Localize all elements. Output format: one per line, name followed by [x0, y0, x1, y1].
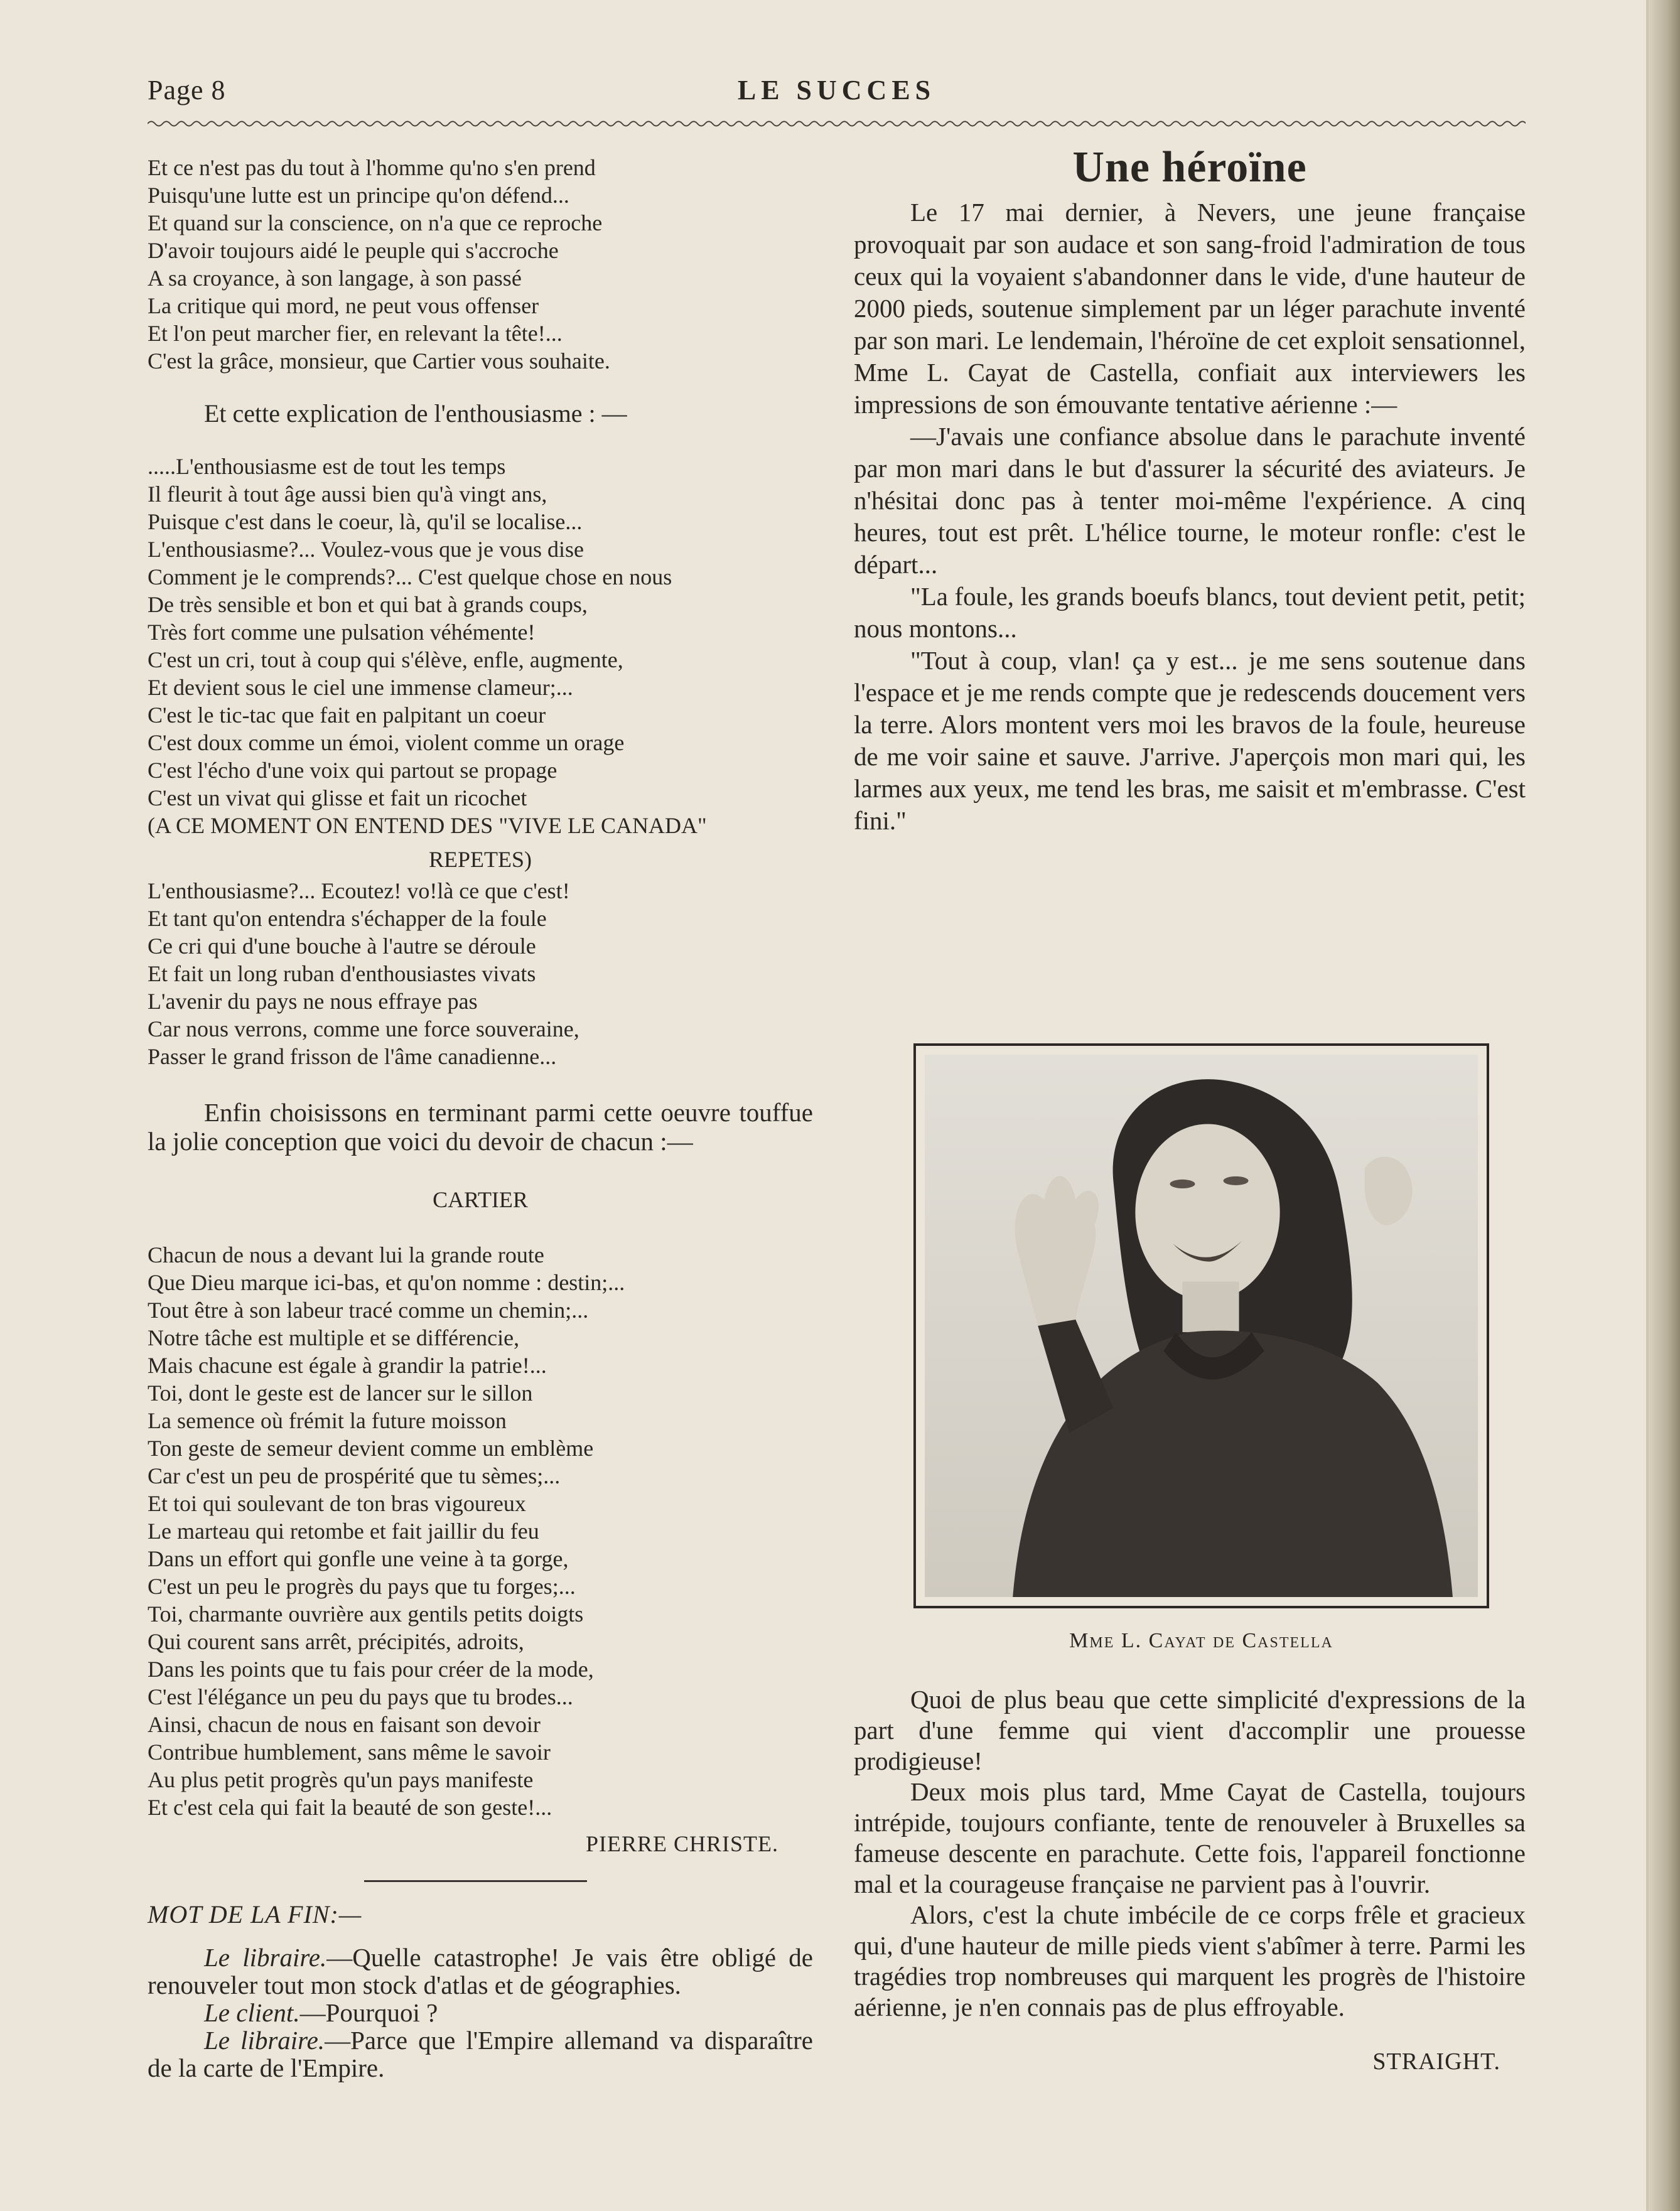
- verse-line: Et c'est cela qui fait la beauté de son geste!...: [148, 1795, 552, 1820]
- verse-line: Dans un effort qui gonfle une veine à ta gorge,: [148, 1546, 569, 1571]
- article-signature: STRAIGHT.: [1372, 2048, 1500, 2075]
- verse-line: Chacun de nous a devant lui la grande route: [148, 1242, 544, 1267]
- caption-text: Mme L. Cayat de Castella: [1069, 1629, 1333, 1652]
- verse-line: Puisqu'une lutte est un principe qu'on défend...: [148, 183, 569, 208]
- dialog-block: [148, 1944, 813, 2082]
- enfin-paragraph: Enfin choisissons en terminant parmi cette oeuvre touffue la jolie conception que voici du devoir de chacun :—: [148, 1098, 813, 1156]
- verse-block-2: [148, 453, 813, 1070]
- mot-de-la-fin-heading: MOT DE LA FIN:—: [148, 1900, 362, 1929]
- binding-shadow: [1649, 0, 1680, 2211]
- verse-line: Au plus petit progrès qu'un pays manifeste: [148, 1767, 534, 1792]
- article-paragraph: Le 17 mai dernier, à Nevers, une jeune française provoquait par son audace et son sang-froid l'admiration de tous ceux qui la voyaient s'abandonner dans le vide, d'une hauteur de 2000 pieds, soutenue simplement par un léger parachute inventé par son mari. Le lendemain, l'héroïne de cet exploit sensationnel, Mme L. Cayat de Castella, confiait aux interviewers les impressions de son émouvante tentative aérienne :—: [854, 198, 1526, 419]
- dialog-speaker: Le libraire.: [204, 2026, 325, 2055]
- page-header: [148, 74, 1526, 118]
- right-column: [854, 143, 1526, 837]
- article-paragraph: "Tout à coup, vlan! ça y est... je me sens soutenue dans l'espace et je me rends compte que je redescends doucement vers la terre. Alors montent vers moi les bravos de la foule, heureuse de me voir saine et sauve. J'arrive. J'aperçois mon mari qui, les larmes aux yeux, me tend les bras, me saisit et m'embrasse. C'est fini.": [854, 646, 1526, 835]
- verse-block-cartier: [148, 1241, 813, 1821]
- dialog-line: [148, 1999, 813, 2026]
- page-number: Page 8: [148, 75, 226, 105]
- verse-line: Et quand sur la conscience, on n'a que ce reproche: [148, 210, 603, 235]
- verse-line: Ce cri qui d'une bouche à l'autre se déroule: [148, 933, 536, 959]
- dialog-text: —Quelle catastrophe! Je vais être obligé de renouveler tout mon stock d'atlas et de géographies.: [148, 1943, 813, 1999]
- portrait-illustration: [925, 1055, 1478, 1597]
- verse-line: La semence où frémit la future moisson: [148, 1408, 507, 1433]
- verse-line: Tout être à son labeur tracé comme un chemin;...: [148, 1298, 589, 1323]
- verse-line: L'enthousiasme?... Ecoutez! vo!là ce que c'est!: [148, 878, 570, 903]
- verse-line: Très fort comme une pulsation véhémente!: [148, 620, 536, 645]
- publication-title: LE SUCCES: [737, 75, 936, 105]
- verse-line: De très sensible et bon et qui bat à grands coups,: [148, 592, 588, 617]
- article-paragraph: —J'avais une confiance absolue dans le parachute inventé par mon mari dans le but d'assurer la sécurité des aviateurs. Je n'hésitai donc pas à tenter moi-même l'expérience. A cinq heures, tout est prêt. L'hélice tourne, le moteur ronfle: c'est le départ...: [854, 422, 1526, 579]
- verse-line: C'est le tic-tac que fait en palpitant un coeur: [148, 702, 546, 728]
- dialog-line: [148, 2026, 813, 2082]
- verse-line: Et toi qui soulevant de ton bras vigoureux: [148, 1491, 526, 1516]
- dialog-text: —Parce que l'Empire allemand va disparaître de la carte de l'Empire.: [148, 2026, 813, 2082]
- verse-block-1: [148, 154, 813, 375]
- verse-line: C'est un vivat qui glisse et fait un ricochet: [148, 785, 527, 810]
- verse-line: Ainsi, chacun de nous en faisant son devoir: [148, 1712, 541, 1737]
- article-paragraph: "La foule, les grands boeufs blancs, tout devient petit, petit; nous montons...: [854, 582, 1526, 643]
- author-signature: PIERRE CHRISTE.: [585, 1831, 778, 1856]
- verse-line: Car c'est un peu de prospérité que tu sèmes;...: [148, 1463, 561, 1488]
- verse-line-repetes: REPETES): [428, 847, 532, 872]
- verse-line: Et tant qu'on entendra s'échapper de la foule: [148, 906, 547, 931]
- verse-line: La critique qui mord, ne peut vous offenser: [148, 293, 539, 318]
- verse-line: Puisque c'est dans le coeur, là, qu'il se localise...: [148, 509, 583, 534]
- verse-line: C'est un peu le progrès du pays que tu forges;...: [148, 1574, 576, 1599]
- verse-line: Car nous verrons, comme une force souveraine,: [148, 1016, 579, 1041]
- verse-line: C'est doux comme un émoi, violent comme un orage: [148, 730, 625, 755]
- verse-line: Dans les points que tu fais pour créer de la mode,: [148, 1657, 594, 1682]
- binding-edge: [1646, 0, 1649, 2211]
- dialog-speaker: Le libraire.: [204, 1943, 327, 1972]
- dialog-text: —Pourquoi ?: [299, 1998, 438, 2027]
- verse-line: Toi, dont le geste est de lancer sur le sillon: [148, 1380, 533, 1406]
- verse-line: C'est un cri, tout à coup qui s'élève, enfle, augmente,: [148, 647, 623, 672]
- verse-line: Passer le grand frisson de l'âme canadienne...: [148, 1044, 557, 1069]
- verse-line: C'est la grâce, monsieur, que Cartier vous souhaite.: [148, 348, 610, 374]
- verse-line: C'est l'élégance un peu du pays que tu brodes...: [148, 1684, 573, 1709]
- verse-line: Et fait un long ruban d'enthousiastes vivats: [148, 961, 536, 986]
- photo-caption: [913, 1629, 1489, 1653]
- verse-line: Mais chacune est égale à grandir la patrie!...: [148, 1353, 547, 1378]
- article-continuation: [854, 1684, 1526, 2075]
- dialog-speaker: Le client.: [204, 1998, 300, 2027]
- intro-line: Et cette explication de l'enthousiasme : —: [204, 399, 627, 428]
- verse-line: Le marteau qui retombe et fait jaillir du feu: [148, 1519, 539, 1544]
- verse-line: L'avenir du pays ne nous effraye pas: [148, 989, 478, 1014]
- verse-line: Comment je le comprends?... C'est quelque chose en nous: [148, 564, 672, 589]
- header-wavy-rule: [148, 118, 1526, 129]
- verse-line: A sa croyance, à son langage, à son passé: [148, 266, 522, 291]
- verse-line: Et ce n'est pas du tout à l'homme qu'no s'en prend: [148, 155, 596, 180]
- verse-line: L'enthousiasme?... Voulez-vous que je vous dise: [148, 537, 584, 562]
- verse-line: Qui courent sans arrêt, précipités, adroits,: [148, 1629, 524, 1654]
- portrait-photo-frame: [913, 1043, 1489, 1608]
- verse-line: Notre tâche est multiple et se différencie,: [148, 1325, 520, 1350]
- verse-line: Contribue humblement, sans même le savoir: [148, 1740, 551, 1765]
- verse-line: Toi, charmante ouvrière aux gentils petits doigts: [148, 1601, 584, 1627]
- article-title: Une héroïne: [1072, 143, 1307, 191]
- dialog-line: [148, 1944, 813, 1999]
- verse-line: C'est l'écho d'une voix qui partout se propage: [148, 758, 557, 783]
- article-paragraph: Alors, c'est la chute imbécile de ce corps frêle et gracieux qui, d'une hauteur de mille pieds vient s'abîmer à terre. Parmi les tragédies trop nombreuses qui marquent les progrès de l'histoire aérienne, je n'en connais pas de plus effroyable.: [854, 1900, 1526, 2021]
- verse-line: .....L'enthousiasme est de tout les temps: [148, 454, 506, 479]
- verse-line: Que Dieu marque ici-bas, et qu'on nomme : destin;...: [148, 1270, 625, 1295]
- verse-line: Et l'on peut marcher fier, en relevant la tête!...: [148, 321, 563, 346]
- verse-line: Il fleurit à tout âge aussi bien qu'à vingt ans,: [148, 481, 547, 507]
- portrait-photo: [925, 1055, 1478, 1597]
- section-divider: [364, 1880, 587, 1882]
- article-paragraph: Deux mois plus tard, Mme Cayat de Castella, toujours intrépide, toujours confiante, tente de renouveler à Bruxelles sa fameuse descente en parachute. Cette fois, l'appareil fonctionne mal et la courageuse française ne parvient pas à l'ouvrir.: [854, 1777, 1526, 1898]
- article-paragraph: Quoi de plus beau que cette simplicité d'expressions de la part d'une femme qui vient d'accomplir une prouesse prodigieuse!: [854, 1685, 1526, 1775]
- verse-line: (A CE MOMENT ON ENTEND DES "VIVE LE CANADA": [148, 813, 707, 838]
- cartier-heading: CARTIER: [433, 1187, 528, 1212]
- verse-line: D'avoir toujours aidé le peuple qui s'accroche: [148, 238, 559, 263]
- verse-line: Ton geste de semeur devient comme un emblème: [148, 1436, 594, 1461]
- verse-line: Et devient sous le ciel une immense clameur;...: [148, 675, 573, 700]
- left-column: [148, 154, 813, 2082]
